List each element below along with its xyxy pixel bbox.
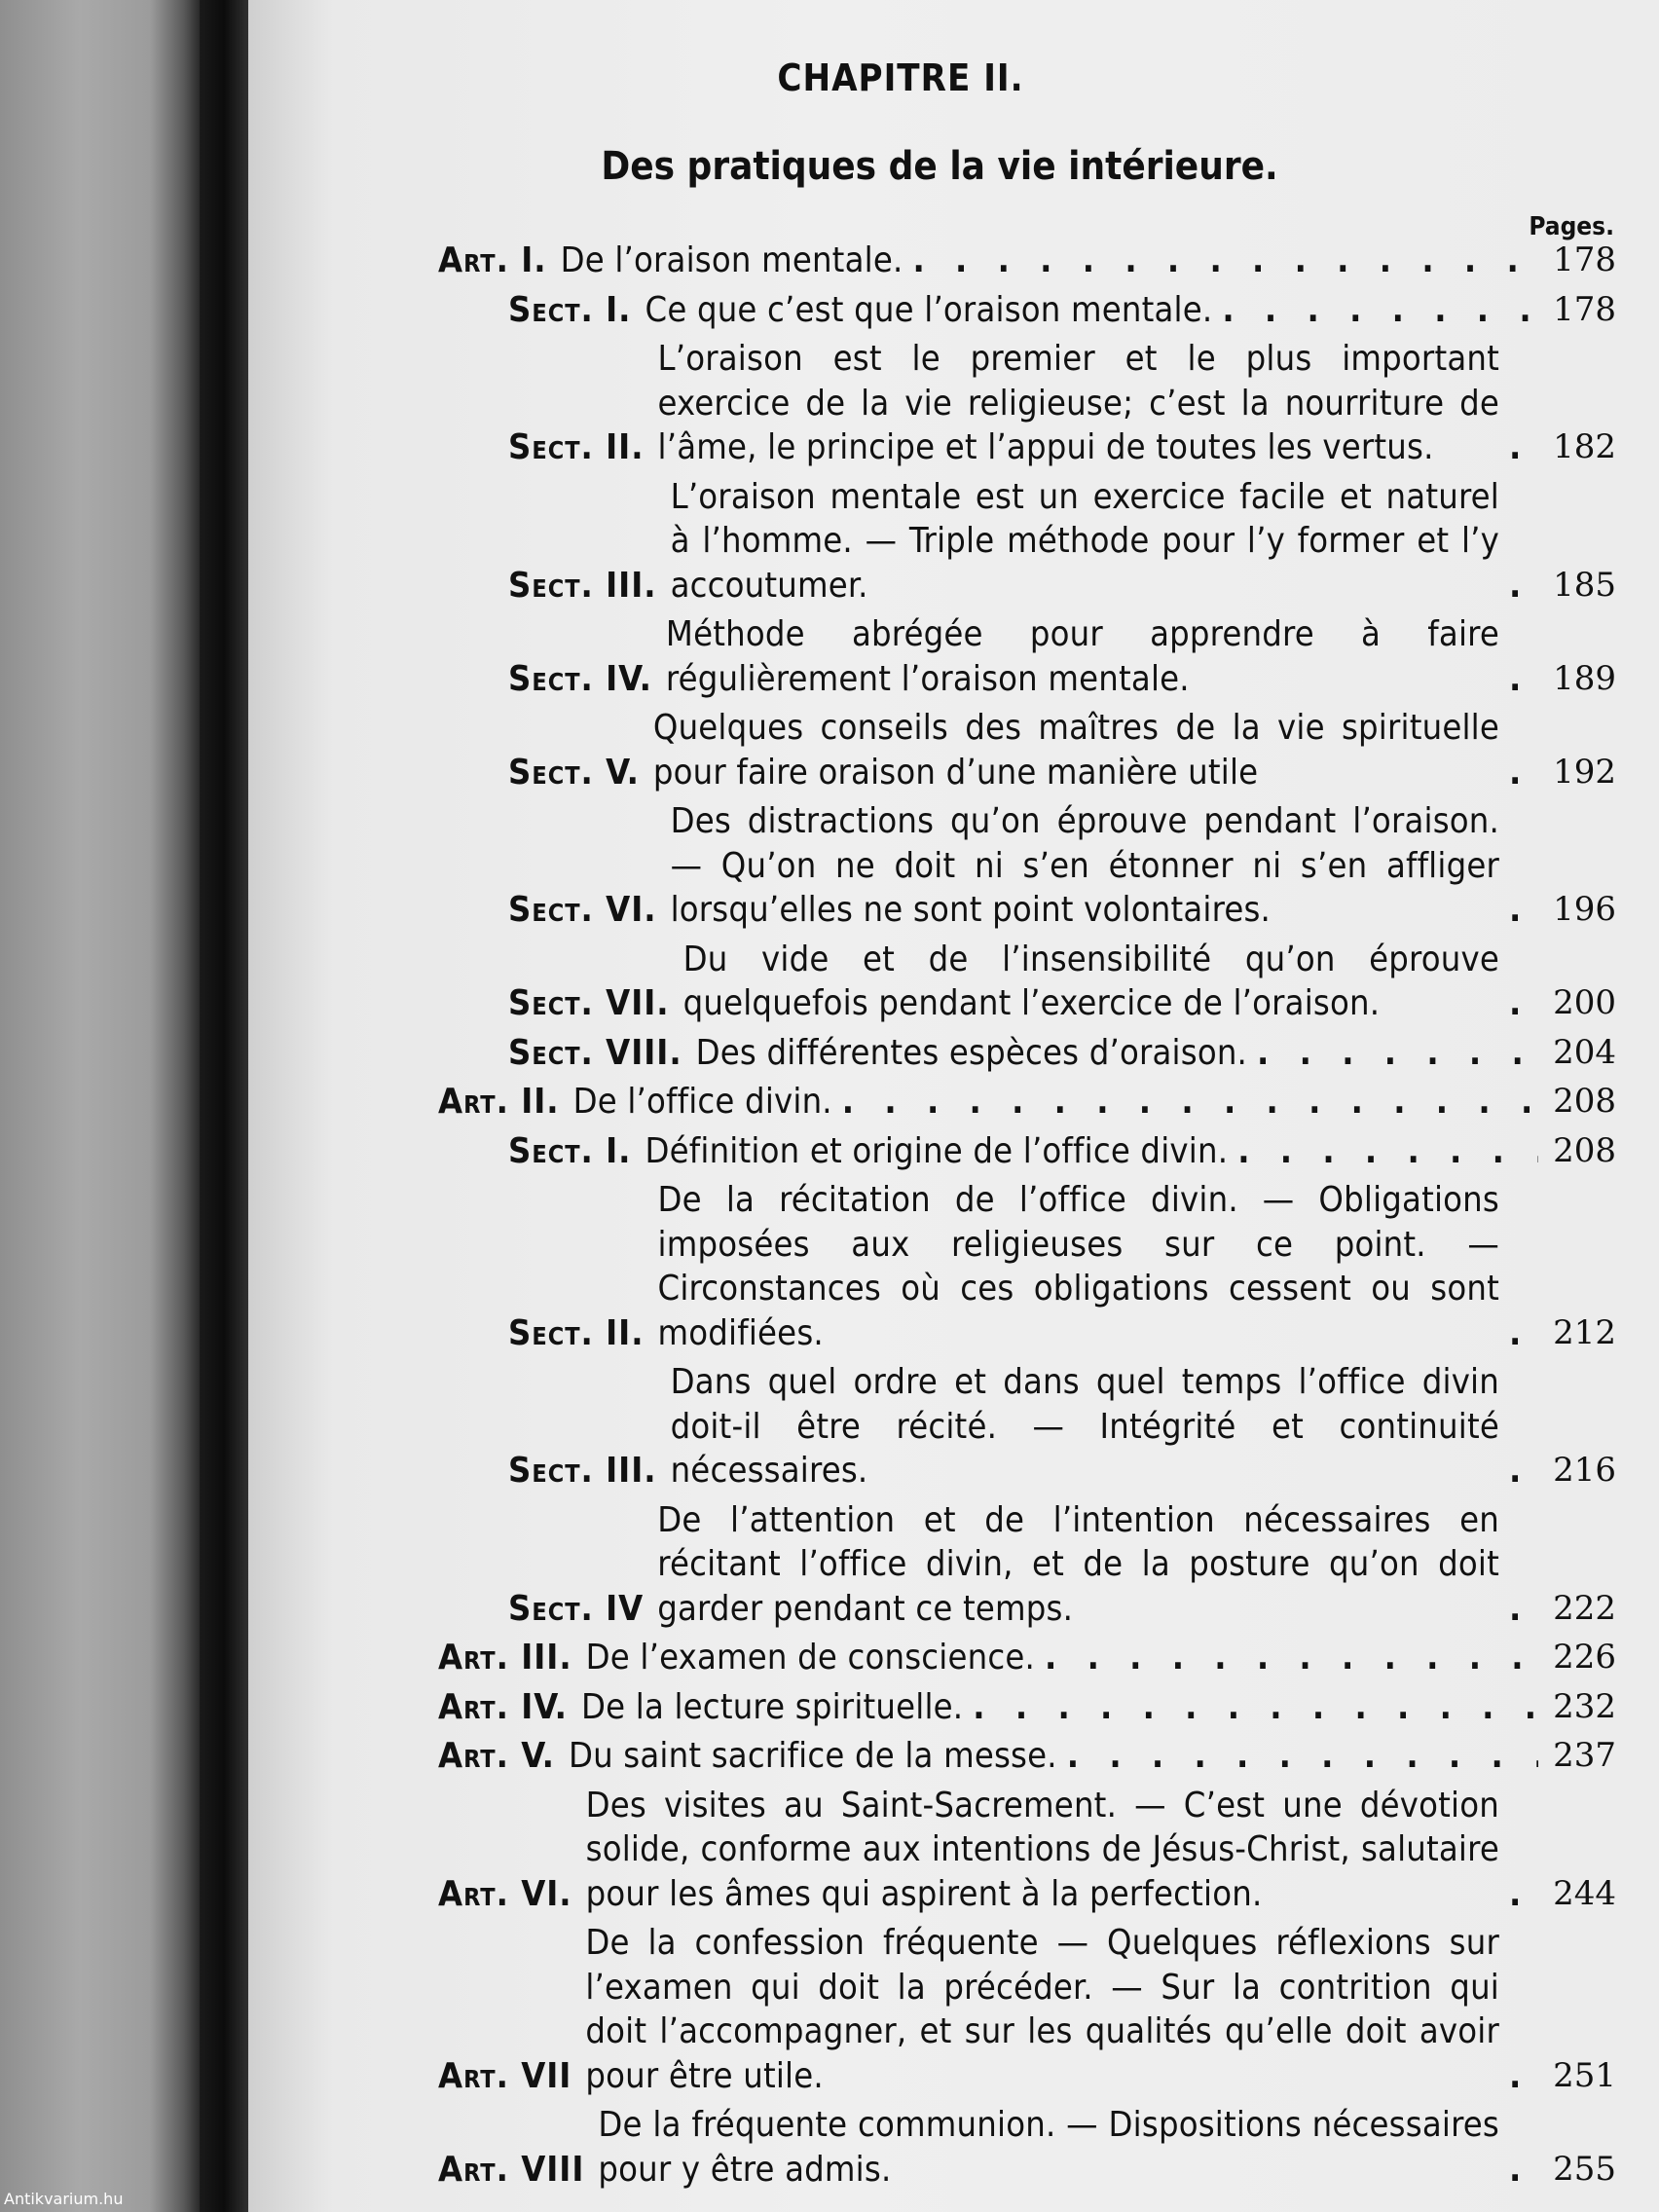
entry-heading — [438, 2054, 571, 2099]
facing-page-edge — [0, 0, 200, 2212]
section-label: Sect. — [508, 983, 594, 1023]
page-number: 196 — [1553, 890, 1616, 929]
watermark-credit: Antikvarium.hu — [4, 2190, 124, 2208]
section-label: Sect. — [508, 1588, 594, 1629]
entry-heading — [438, 1685, 568, 1730]
page-number: 251 — [1553, 2055, 1616, 2095]
dot-leader — [1499, 1311, 1538, 1356]
entry-heading — [438, 1080, 560, 1124]
dot-leader — [1499, 1449, 1538, 1493]
entry-title: Ce que c’est que l’oraison mentale. — [645, 289, 1213, 330]
entry-number: III. — [606, 1451, 657, 1491]
dot-leader — [1212, 288, 1538, 333]
book-gutter — [200, 0, 248, 2212]
toc-entry — [438, 706, 1616, 794]
entry-number: VII — [521, 2055, 572, 2096]
entry-number: IV. — [606, 658, 652, 699]
page-number: 185 — [1553, 565, 1616, 605]
toc-entry — [438, 1921, 1616, 2098]
toc-entry — [438, 1031, 1616, 1076]
toc-entry — [438, 1129, 1616, 1174]
entry-heading — [508, 981, 670, 1026]
section-label: Sect. — [508, 752, 594, 793]
section-label: Sect. — [508, 1032, 594, 1073]
toc-entry — [438, 612, 1616, 701]
page-number: 237 — [1553, 1736, 1616, 1775]
toc-entry — [438, 1178, 1616, 1355]
entry-title: De la fréquente communion. — Dispositions nécessaires pour y être admis. — [598, 2105, 1499, 2190]
article-label: Art. — [438, 1082, 509, 1122]
toc-entry — [438, 1360, 1616, 1493]
dot-leader — [1247, 1031, 1538, 1076]
entry-heading — [508, 288, 632, 333]
section-label: Sect. — [508, 1130, 594, 1171]
page-number: 255 — [1553, 2149, 1616, 2189]
chapter-title: CHAPITRE II. — [777, 56, 1024, 99]
entry-heading — [438, 1734, 555, 1779]
section-label: Sect. — [508, 1312, 594, 1353]
article-label: Art. — [438, 1736, 509, 1776]
entry-title: De l’office divin. — [572, 1082, 832, 1122]
toc-entry — [438, 475, 1616, 608]
entry-number: I. — [606, 1130, 632, 1171]
dot-leader — [1499, 2054, 1538, 2099]
toc-entry — [438, 799, 1616, 933]
entry-title: Dans quel ordre et dans quel temps l’office divin doit-il être récité. — Intégrité et continuité nécessaires. — [670, 1362, 1499, 1491]
entry-number: VII. — [606, 983, 670, 1023]
entry-title: Du vide et de l’insensibilité qu’on éprouve quelquefois pendant l’exercice de l’oraison. — [682, 939, 1499, 1023]
entry-number: IV. — [521, 1686, 568, 1727]
toc-entry — [438, 938, 1616, 1026]
section-label: Sect. — [508, 890, 594, 930]
article-label: Art. — [438, 2149, 509, 2190]
toc-entry — [438, 1784, 1616, 1917]
dot-leader — [903, 239, 1538, 283]
dot-leader — [1499, 981, 1538, 1026]
page-number: 178 — [1553, 240, 1616, 279]
toc-entry — [438, 1498, 1616, 1632]
entry-heading — [508, 888, 657, 933]
section-label: Sect. — [508, 658, 594, 699]
entry-number: I. — [521, 240, 547, 280]
entry-number: V. — [521, 1736, 555, 1776]
chapter-subtitle: Des pratiques de la vie intérieure. — [601, 144, 1278, 189]
page-number: 208 — [1553, 1130, 1616, 1170]
dot-leader — [963, 1685, 1538, 1730]
entry-title: De la récitation de l’office divin. — Obligations imposées aux religieuses sur ce point. — Circonstances où ces obligations cessent ou sont modifiées. — [657, 1180, 1499, 1353]
page-number: 208 — [1553, 1082, 1616, 1121]
entry-heading — [508, 657, 652, 702]
entry-title: De la confession fréquente — Quelques réflexions sur l’examen qui doit la précéder. — Sur la contrition qui doit l’accompagner, et sur les qualités qu’elle doit avoir pour être utile. — [585, 1923, 1499, 2096]
article-label: Art. — [438, 240, 509, 280]
entry-title: Du saint sacrifice de la messe. — [568, 1736, 1057, 1776]
entry-number: VI. — [521, 1873, 572, 1914]
entry-title: Des visites au Saint-Sacrement. — C’est une dévotion solide, conforme aux intentions de Jésus-Christ, salutaire pour les âmes qui aspirent à la perfection. — [585, 1785, 1499, 1914]
toc-entry — [438, 1636, 1616, 1680]
page-number: 189 — [1553, 658, 1616, 698]
entry-number: VI. — [606, 890, 657, 930]
dot-leader — [1499, 751, 1538, 795]
entry-heading — [508, 1031, 682, 1076]
toc-entry — [438, 239, 1616, 283]
entry-heading — [508, 751, 640, 795]
toc-entry — [438, 1734, 1616, 1779]
entry-heading — [508, 564, 657, 608]
entry-number: II. — [521, 1082, 560, 1122]
dot-leader — [1499, 425, 1538, 470]
entry-title: De l’oraison mentale. — [560, 240, 903, 280]
page-number: 232 — [1553, 1686, 1616, 1726]
toc-entry — [438, 1080, 1616, 1124]
table-of-contents — [438, 239, 1616, 2196]
page-number: 178 — [1553, 289, 1616, 329]
section-label: Sect. — [508, 289, 594, 330]
book-page — [248, 0, 1659, 2212]
entry-title: Méthode abrégée pour apprendre à faire régulièrement l’oraison mentale. — [665, 614, 1499, 699]
entry-title: Définition et origine de l’office divin. — [645, 1130, 1229, 1171]
entry-number: II. — [606, 427, 645, 467]
entry-number: VIII — [521, 2149, 585, 2190]
entry-number: III. — [521, 1638, 572, 1677]
section-label: Sect. — [508, 427, 594, 467]
entry-title: De l’examen de conscience. — [585, 1638, 1035, 1677]
page-number: 182 — [1553, 427, 1616, 466]
page-number: 200 — [1553, 983, 1616, 1022]
toc-entry — [438, 288, 1616, 333]
dot-leader — [1499, 2148, 1538, 2193]
entry-title: De la lecture spirituelle. — [580, 1686, 964, 1727]
entry-number: VIII. — [606, 1032, 682, 1073]
entry-heading — [438, 1636, 572, 1680]
section-label: Sect. — [508, 1451, 594, 1491]
entry-title: L’oraison mentale est un exercice facile et naturel à l’homme. — Triple méthode pour l’y former et l’y accoutumer. — [670, 476, 1499, 606]
entry-heading — [508, 425, 645, 470]
article-label: Art. — [438, 1686, 509, 1727]
entry-heading — [508, 1311, 645, 1356]
entry-heading — [508, 1129, 632, 1174]
article-label: Art. — [438, 1638, 509, 1677]
entry-title: L’oraison est le premier et le plus important exercice de la vie religieuse; c’est la nourriture de l’âme, le principe et l’appui de toutes les vertus. — [657, 339, 1499, 467]
page-number: 244 — [1553, 1873, 1616, 1913]
dot-leader — [1499, 657, 1538, 702]
article-label: Art. — [438, 1873, 509, 1914]
entry-title: De l’attention et de l’intention nécessaires en récitant l’office divin, et de la posture qu’on doit garder pendant ce temps. — [657, 1499, 1499, 1629]
entry-heading — [508, 1587, 644, 1632]
entry-number: V. — [606, 752, 640, 793]
page-number: 192 — [1553, 752, 1616, 792]
entry-number: I. — [606, 289, 632, 330]
section-label: Sect. — [508, 565, 594, 606]
entry-number: IV — [606, 1588, 645, 1629]
entry-number: III. — [606, 565, 657, 606]
page-number: 222 — [1553, 1588, 1616, 1628]
entry-number: II. — [606, 1312, 645, 1353]
dot-leader — [832, 1080, 1538, 1124]
toc-entry — [438, 2103, 1616, 2192]
pages-column-label: Pages. — [1529, 212, 1614, 241]
entry-heading — [438, 1872, 572, 1917]
dot-leader — [1499, 1587, 1538, 1632]
page-number: 212 — [1553, 1312, 1616, 1352]
dot-leader — [1499, 888, 1538, 933]
page-number: 204 — [1553, 1032, 1616, 1072]
entry-title: Des différentes espèces d’oraison. — [695, 1032, 1248, 1073]
toc-entry — [438, 337, 1616, 470]
entry-heading — [438, 2148, 584, 2193]
entry-heading — [438, 239, 547, 283]
page-number: 216 — [1553, 1451, 1616, 1490]
entry-heading — [508, 1449, 657, 1493]
dot-leader — [1057, 1734, 1538, 1779]
article-label: Art. — [438, 2055, 509, 2096]
dot-leader — [1228, 1129, 1538, 1174]
entry-title: Des distractions qu’on éprouve pendant l’oraison. — Qu’on ne doit ni s’en étonner ni s’en affliger lorsqu’elles ne sont point volontaires. — [670, 801, 1499, 930]
dot-leader — [1499, 1872, 1538, 1917]
page-number: 226 — [1553, 1638, 1616, 1677]
dot-leader — [1499, 564, 1538, 608]
dot-leader — [1035, 1636, 1538, 1680]
toc-entry — [438, 1685, 1616, 1730]
entry-title: Quelques conseils des maîtres de la vie spirituelle pour faire oraison d’une manière utile — [652, 708, 1499, 793]
